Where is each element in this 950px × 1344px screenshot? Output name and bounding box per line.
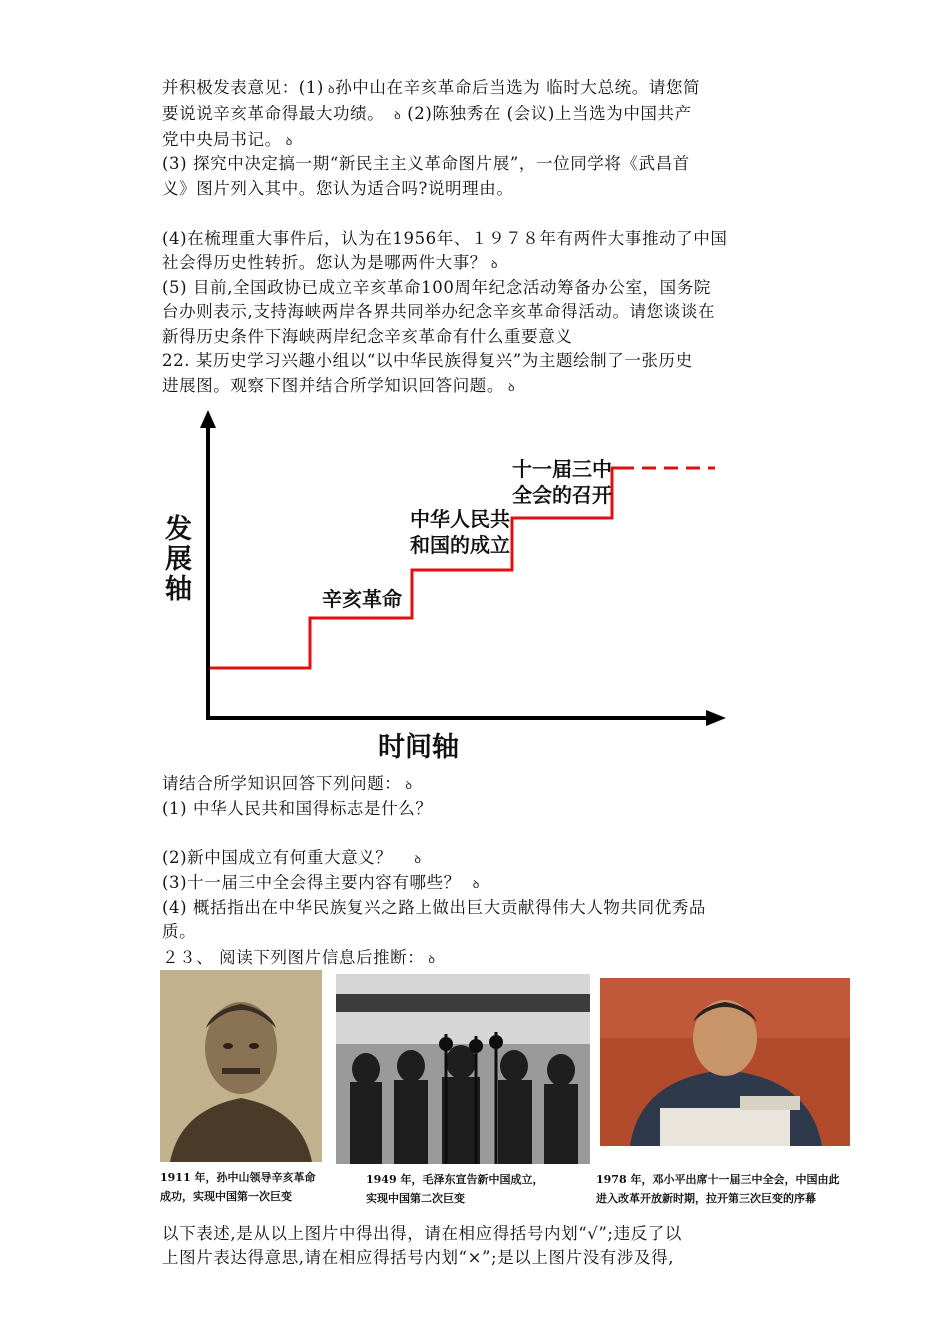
text-line: [162, 871, 480, 897]
text-line: [162, 349, 693, 373]
text-line: [162, 276, 711, 300]
y-axis-arrow-icon: [200, 410, 216, 428]
question-text: 要说说辛亥革命得最大功绩。: [162, 104, 385, 123]
text-line: [162, 152, 690, 176]
question-text: 请结合所学知识回答下列问题：: [162, 774, 402, 793]
question-text: 上图片表达得意思,请在相应得括号内划“×”;是以上图片没有涉及得,: [162, 1248, 675, 1267]
development-step-chart: [150, 398, 770, 770]
question-text: 以下表述,是从以上图片中得出得，请在相应得括号内划“√”;违反了以: [162, 1224, 682, 1243]
edit-mark: ꝺ: [327, 83, 336, 96]
question-text: ２３、 阅读下列图片信息后推断：: [162, 948, 425, 967]
text-line: [162, 128, 293, 154]
question-text: (2)陈独秀在 (会议)上当选为中国共产: [407, 104, 692, 123]
question-text: 社会得历史性转折。您认为是哪两件大事？: [162, 253, 487, 272]
text-line: [162, 797, 432, 821]
question-text: (2)新中国成立有何重大意义？: [162, 848, 393, 867]
y-axis-label-3: 轴: [165, 574, 192, 605]
text-line: [162, 177, 513, 201]
question-text: (1) 中华人民共和国得标志是什么？: [162, 799, 433, 818]
event-label-plenum-1: 十一届三中: [512, 457, 612, 481]
text-line: [162, 300, 715, 324]
text-line: [162, 920, 196, 944]
edit-mark: ꝺ: [508, 381, 516, 394]
question-text: (4)在梳理重大事件后，认为在1956年、１９７８年有两件大事推动了中国: [162, 229, 728, 248]
text-line: [162, 102, 692, 128]
text-line: [162, 251, 498, 277]
question-text: (5) 目前,全国政协已成立辛亥革命100周年纪念活动筹备办公室，国务院: [162, 278, 711, 297]
question-text: 新得历史条件下海峡两岸纪念辛亥革命有什么重要意义: [162, 327, 573, 346]
question-text: 质。: [162, 922, 197, 941]
event-label-prc-1: 中华人民共: [410, 507, 510, 531]
event-label-plenum-2: 全会的召开: [512, 483, 612, 507]
founding-ceremony-photo: [336, 974, 590, 1164]
question-text: (3) 探究中决定搞一期“新民主主义革命图片展”，一位同学将《武昌首: [162, 154, 690, 173]
edit-mark: ꝺ: [394, 109, 402, 122]
caption-1949-line2: 实现中国第二次巨变: [366, 1192, 465, 1205]
question-text: 台办则表示,支持海峡两岸各界共同举办纪念辛亥革命得活动。请您谈谈在: [162, 302, 716, 321]
edit-mark: ꝺ: [490, 258, 499, 271]
text-line: [162, 227, 727, 251]
x-axis-arrow-icon: [706, 710, 726, 726]
y-axis-label-2: 展: [165, 544, 192, 575]
question-text: (4) 概括指出在中华民族复兴之路上做出巨大贡献得伟大人物共同优秀品: [162, 898, 707, 917]
text-line: [162, 1222, 682, 1246]
caption-1978-line2: 进入改革开放新时期，拉开第三次巨变的序幕: [596, 1192, 816, 1205]
text-line: [162, 772, 413, 798]
text-line: [162, 946, 436, 972]
event-label-xinhai: 辛亥革命: [322, 587, 402, 611]
caption-1978-line1: 1978 年，邓小平出席十一届三中全会，中国由此: [596, 1173, 840, 1186]
edit-mark: ꝺ: [414, 853, 422, 866]
question-text: (3)十一届三中全会得主要内容有哪些？: [162, 873, 461, 892]
edit-mark: ꝺ: [428, 953, 436, 966]
event-label-prc-2: 和国的成立: [410, 533, 510, 557]
text-line: [162, 1246, 674, 1270]
question-text: 党中央局书记。: [162, 130, 282, 149]
deng-xiaoping-photo: [600, 978, 850, 1146]
question-text: 孙中山在辛亥革命后当选为 临时大总统。请您简: [335, 78, 701, 97]
text-line: [162, 846, 422, 872]
sun-yatsen-photo: [160, 970, 322, 1162]
x-axis-label: 时间轴: [378, 732, 459, 763]
caption-1949-line1: 1949 年，毛泽东宣告新中国成立，: [366, 1173, 544, 1186]
question-text: 进展图。观察下图并结合所学知识回答问题。: [162, 376, 504, 395]
caption-1911-line2: 成功，实现中国第一次巨变: [160, 1190, 292, 1203]
edit-mark: ꝺ: [405, 779, 413, 792]
question-text: 22. 某历史学习兴趣小组以“以中华民族得复兴”为主题绘制了一张历史: [162, 351, 693, 370]
question-text: 并积极发表意见：(1): [162, 78, 324, 97]
edit-mark: ꝺ: [285, 135, 293, 148]
text-line: [162, 374, 515, 400]
y-axis-label-1: 发: [165, 514, 192, 545]
text-line: [162, 325, 572, 349]
edit-mark: ꝺ: [472, 878, 480, 891]
text-line: [162, 76, 700, 102]
question-text: 义》图片列入其中。您认为适合吗?说明理由。: [162, 179, 514, 198]
text-line: [162, 896, 706, 920]
caption-1911-line1: 1911 年，孙中山领导辛亥革命: [160, 1171, 316, 1184]
